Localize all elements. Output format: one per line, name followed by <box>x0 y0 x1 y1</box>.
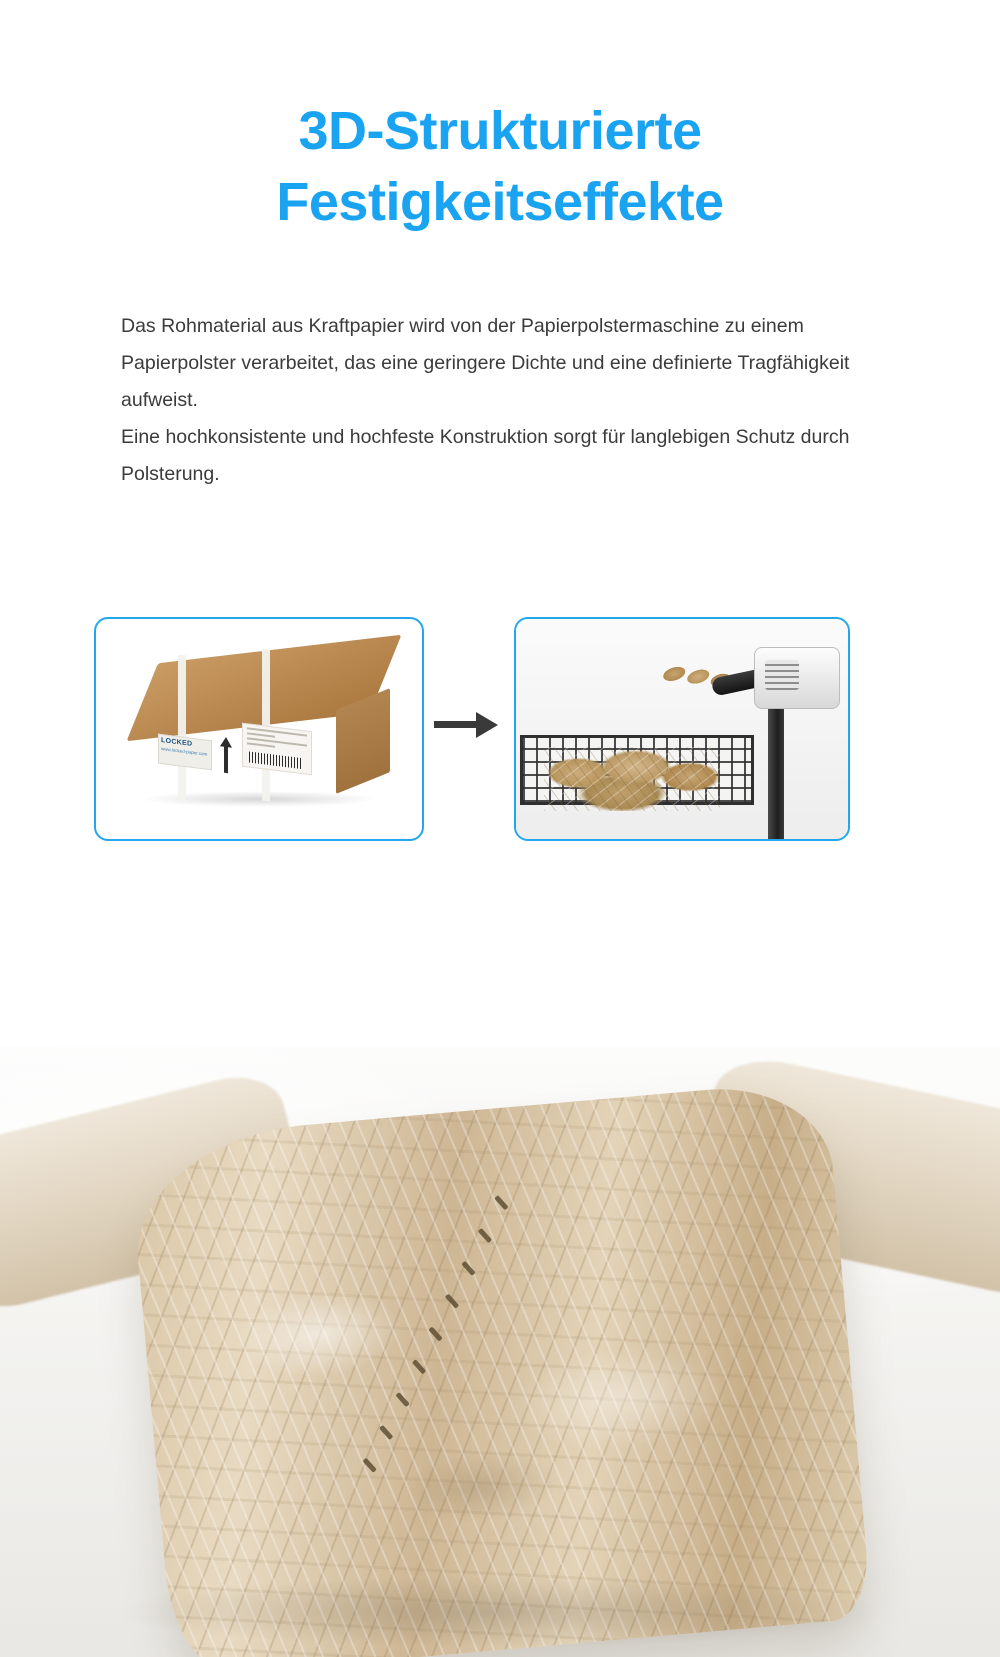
page-title <box>0 96 1000 239</box>
machine-figure-card <box>514 617 850 841</box>
up-arrow-icon <box>220 736 232 773</box>
machine-head-unit <box>754 647 840 709</box>
carton-shipping-label <box>242 723 312 776</box>
description-paragraph-1: Das Rohmaterial aus Kraftpapier wird von der Papierpolstermaschine zu einem Papierpolster verarbeitet, das eine geringere Dichte und eine definierte Tragfähigkeit aufweist. <box>121 315 850 411</box>
barcode-icon <box>249 752 301 769</box>
machine-vent <box>765 660 799 690</box>
right-arrow-icon <box>434 712 502 738</box>
paper-cushion-closeup-photo <box>0 1047 1000 1657</box>
process-figure-row <box>94 617 846 839</box>
photo-shadow <box>120 1577 880 1647</box>
carton-brand-subtext: www.locked-paper.com <box>161 746 208 757</box>
page-title-line-2: Festigkeitseffekte <box>276 172 724 233</box>
description-paragraph-2: Eine hochkonsistente und hochfeste Konstruktion sorgt für langlebigen Schutz durch Polsterung. <box>121 426 850 485</box>
page-title-line-1: 3D-Strukturierte <box>298 101 702 161</box>
kraft-paper-carton-photo <box>122 641 400 819</box>
paper-cushioning-machine-photo <box>516 619 848 839</box>
crumpled-paper-pile <box>544 747 720 811</box>
carton-strap <box>178 655 186 802</box>
carton-brand-text: LOCKED <box>161 737 193 748</box>
description-block <box>121 308 881 493</box>
raw-material-figure-card <box>94 617 424 841</box>
